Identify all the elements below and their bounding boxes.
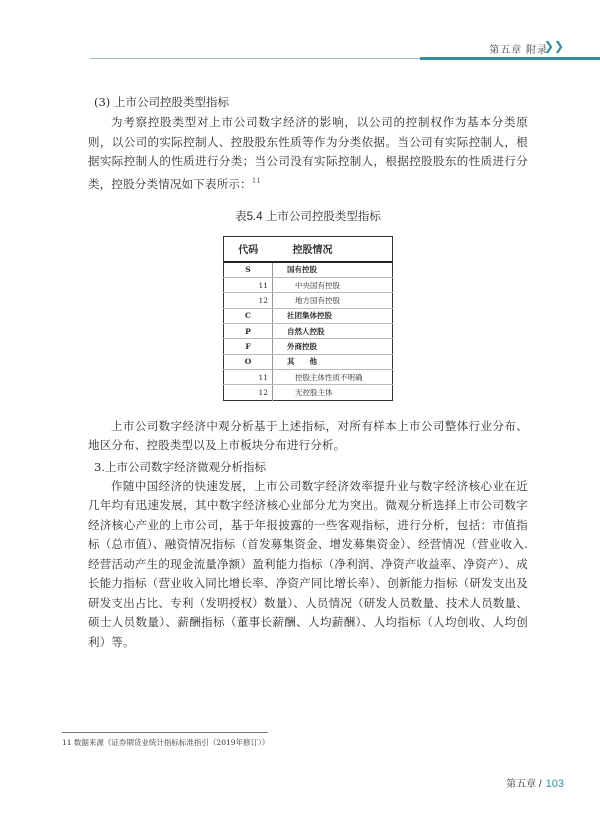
table-row <box>224 385 393 400</box>
row-code: S <box>224 262 273 278</box>
row-code: 12 <box>224 293 273 308</box>
table-row <box>224 354 393 369</box>
micro-paragraph: 作随中国经济的快速发展，上市公司数字经济效率提升业与数字经济核心业在近几年均有迅速发展，其中数字经济核心业部分尤为突出。微观分析选择上市公司数字经济核心产业的上市公司，基于年报披露的一些客观指标，进行分析，包括：市值指标（总市值）、融资情况指标（首发募集资金、增发募集资金）、经营情况（营业收入.经营活动产生的现金流量净额）盈利能力指标（净利润、净资产收益率、净资产）、成长能力指标（营业收入同比增长率、净资产同比增长率）、创新能力指标（研发支出及研发支出占比、专利（发明授权）数量）、人员情况（研发人员数量、技术人员数量、硕士人员数量）、薪酬指标（董事长薪酬、人均薪酬）、人均指标（人均创收、人均创利）等。 <box>88 478 528 649</box>
subsection-heading: 3.上市公司数字经济微观分析指标 <box>94 459 266 474</box>
after-table-paragraph: 上市公司数字经济中观分析基于上述指标，对所有样本上市公司整体行业分布、地区分布、控股类型以及上市板块分布进行分析。 <box>88 418 528 452</box>
table-title: 表5.4 上市公司控股类型指标 <box>235 210 381 223</box>
section-heading: (3) 上市公司控股类型指标 <box>94 95 229 109</box>
row-desc: 社团集体控股 <box>273 308 393 323</box>
footnote-rule <box>62 732 268 733</box>
folio-chapter: 第五章 / <box>506 779 542 790</box>
page-header <box>0 0 600 60</box>
table-row <box>224 262 393 278</box>
row-code: 11 <box>224 278 273 293</box>
row-desc: 外商控股 <box>273 339 393 354</box>
chapter-tag: 第五章 附录 <box>489 45 548 56</box>
footnote-ref: 11 <box>251 176 262 185</box>
holding-type-table <box>223 236 393 401</box>
chevron-right-icon: ❯❯ <box>543 39 564 53</box>
header-accent-bar <box>420 57 600 60</box>
row-code: P <box>224 324 273 339</box>
row-desc: 控股主体性质不明确 <box>273 369 393 384</box>
row-desc: 自然人控股 <box>273 324 393 339</box>
row-desc: 地方国有控股 <box>273 293 393 308</box>
page-folio <box>506 775 564 790</box>
header-desc: 控股情况 <box>273 236 393 262</box>
table-row <box>224 369 393 384</box>
page-body <box>88 93 528 652</box>
row-code: C <box>224 308 273 323</box>
table-row <box>224 324 393 339</box>
footnote: 11 数据来源《证券期货业统计指标标准指引（2019年修订）》 <box>62 738 270 747</box>
table-header-row <box>224 236 393 262</box>
row-desc: 中央国有控股 <box>273 278 393 293</box>
row-code: O <box>224 354 273 369</box>
row-code: 11 <box>224 369 273 384</box>
row-code: 12 <box>224 385 273 400</box>
page-number: 103 <box>545 778 564 790</box>
row-desc: 国有控股 <box>273 262 393 278</box>
row-code: F <box>224 339 273 354</box>
row-desc: 无控股主体 <box>295 387 333 397</box>
table-row <box>224 308 393 323</box>
table-row <box>224 278 393 293</box>
header-code: 代码 <box>224 236 273 262</box>
table-row <box>224 339 393 354</box>
intro-paragraph: 为考察控股类型对上市公司数字经济的影响，以公司的控制权作为基本分类原则，以公司的实际控制人、控股股东性质等作为分类依据。当公司有实际控制人，根据实际控制人的性质进行分类；当公司没有实际控制人，根据控股股东的性质进行分类，控股分类情况如下表所示：$^{11}$ <box>88 115 528 191</box>
table-row <box>224 293 393 308</box>
row-desc: 其 他 <box>273 354 393 369</box>
